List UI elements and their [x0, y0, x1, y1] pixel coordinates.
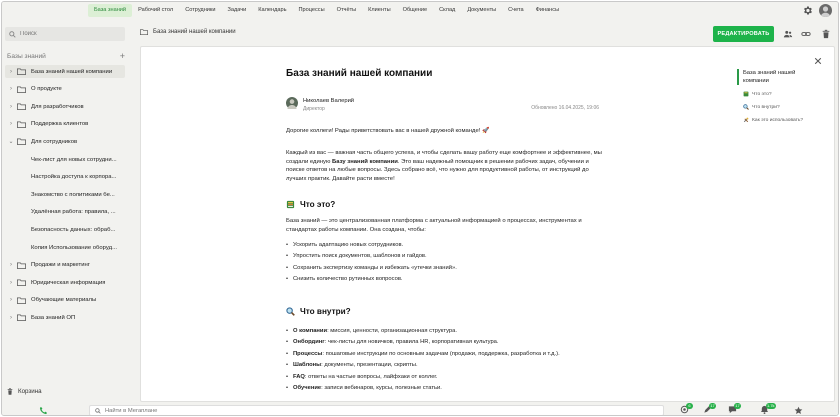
tree-item-label: Для сотрудников	[31, 138, 78, 145]
tree-item-label: Для разработчиков	[31, 103, 84, 110]
nav-invoices[interactable]: Счета	[508, 7, 524, 13]
tree-item-label: База знаний нашей компании	[31, 68, 113, 75]
list-item-text: : пошаговые инструкции по основным задачам (продажи, поддержка, разработка и т.д.).	[322, 351, 560, 357]
list-item	[286, 362, 604, 368]
global-search-input[interactable]	[105, 408, 405, 414]
nav-reports[interactable]: Отчёты	[336, 7, 357, 13]
intro-text-bold: Базу знаний компании	[332, 158, 398, 165]
list-item-text: : записи вебинаров, курсы, полезные статьи.	[321, 385, 442, 391]
breadcrumb[interactable]	[140, 29, 236, 35]
chevron-right-icon[interactable]: ›	[10, 121, 12, 128]
tree-item-label: Настройка доступа к корпора...	[31, 174, 117, 181]
list-item: • Сохранить экспертизу команды и избежать «утечки знаний».	[286, 265, 604, 271]
intro-text-before: Каждый из вас — важная часть общего успеха, и чтобы сделать вашу работу еще комфортнее и эффективнее, мы создали единую	[286, 150, 602, 165]
tree-child-item[interactable]	[5, 223, 125, 236]
tree-item-label: Поддержка клиентов	[31, 121, 89, 128]
tree-folder-item[interactable]	[5, 135, 125, 148]
delete-icon[interactable]	[821, 29, 831, 39]
nav-knowledge-base[interactable]: База знаний	[88, 4, 132, 17]
author-block	[286, 97, 604, 113]
tree-folder-item[interactable]	[5, 65, 125, 78]
top-nav-items	[88, 4, 565, 17]
chevron-right-icon[interactable]: ›	[10, 68, 12, 75]
users-access-icon[interactable]	[783, 29, 793, 39]
notifications-tray-4[interactable]	[760, 403, 775, 416]
list-item: • Ускорить адаптацию новых сотрудников.	[286, 242, 604, 248]
nav-desktop[interactable]: Рабочий стол	[138, 7, 174, 13]
greeting-paragraph: Дорогие коллеги! Рады приветствовать вас в нашей дружной команде! 🚀	[286, 128, 490, 134]
tree-item-label: Знакомство с политиками бе...	[31, 191, 115, 198]
list-item-text: : чек-листы для новичков, правила HR, корпоративная культура.	[324, 339, 499, 345]
content-header	[140, 23, 835, 44]
link-icon[interactable]	[801, 29, 811, 39]
chevron-right-icon[interactable]: ›	[10, 297, 12, 304]
section-what-is-it-text: База знаний — это централизованная платформа с актуальной информацией о процессах, инструментах и стандартах работы компании. Она создана, чтобы:	[286, 218, 582, 233]
tree-item-label: Обучающие материалы	[31, 297, 97, 304]
author-avatar[interactable]	[286, 97, 298, 109]
toc-item-label: Что внутри?	[752, 104, 780, 110]
tree-child-item[interactable]	[5, 153, 125, 166]
table-of-contents	[737, 69, 807, 123]
folder-icon	[140, 29, 148, 35]
folder-icon	[17, 279, 26, 286]
tree-item-label: Чек-лист для новых сотрудни...	[31, 156, 117, 163]
tree-child-item[interactable]	[5, 188, 125, 201]
notifications-tray-1[interactable]	[680, 405, 692, 416]
trash-icon	[7, 388, 13, 395]
book-icon	[743, 91, 749, 97]
nav-employees[interactable]: Сотрудники	[185, 7, 216, 13]
notification-badge: 17	[735, 403, 740, 408]
app-window	[1, 1, 839, 416]
breadcrumb-label: База знаний нашей компании	[153, 29, 236, 35]
section-whats-inside-heading	[286, 307, 351, 316]
search-icon	[95, 408, 101, 414]
folder-icon	[17, 138, 26, 145]
notifications-tray-3[interactable]	[728, 405, 740, 416]
nav-processes[interactable]: Процессы	[298, 7, 325, 13]
chevron-right-icon[interactable]: ›	[10, 86, 12, 93]
nav-warehouse[interactable]: Склад	[439, 7, 456, 13]
nav-calendar[interactable]: Календарь	[258, 7, 287, 13]
bottom-bar	[2, 404, 838, 416]
nav-documents[interactable]: Документы	[467, 7, 497, 13]
tree-item-label: Юридическая информация	[31, 279, 106, 286]
article-title: База знаний нашей компании	[286, 68, 433, 79]
tree-item-label: Удалённая работа: правила, ...	[31, 209, 116, 216]
global-search[interactable]	[89, 405, 664, 416]
section-what-is-it-heading	[286, 200, 335, 209]
author-role: Директор	[303, 106, 325, 112]
tree-item-label: Копия Использование оборуд...	[31, 244, 117, 251]
add-knowledge-base-button[interactable]: +	[119, 50, 125, 61]
section-what-is-it-title: Что это?	[300, 200, 336, 209]
close-icon[interactable]	[814, 57, 822, 65]
folder-icon	[17, 297, 26, 304]
toc-item-whats-inside[interactable]	[737, 104, 780, 110]
notifications-tray-2[interactable]	[703, 405, 715, 416]
folder-icon	[17, 86, 26, 93]
tree-child-item[interactable]	[5, 241, 125, 254]
folder-icon	[17, 121, 26, 128]
list-item-text: : миссия, ценности, организационная структура.	[327, 328, 457, 334]
intro-paragraph	[286, 149, 604, 183]
nav-communication[interactable]: Общение	[402, 7, 428, 13]
sidebar	[2, 22, 128, 402]
folder-icon	[17, 262, 26, 269]
notification-badge: 17	[710, 403, 715, 408]
sidebar-search-input[interactable]	[20, 31, 120, 37]
trash-link[interactable]	[7, 388, 42, 395]
list-item: • Снизить количество рутинных вопросов.	[286, 276, 604, 282]
intro-text-after: . Это ваш надежный помощник в решении рабочих задач, обучении и поиске ответов на любые вопросы. Здесь собрано всё, что нужно для продуктивной работы, от инструкций до лучших практик. Давайте расти вместе!	[286, 158, 589, 182]
chevron-right-icon[interactable]: ›	[10, 103, 12, 110]
trash-label: Корзина	[18, 388, 42, 395]
folder-icon	[17, 103, 26, 110]
tools-icon	[743, 117, 749, 123]
folder-icon	[17, 68, 26, 75]
tree-child-item[interactable]	[5, 171, 125, 184]
nav-finance[interactable]: Финансы	[535, 7, 560, 13]
list-item	[286, 385, 604, 391]
tree-folder-item[interactable]	[5, 83, 125, 96]
top-navigation	[2, 2, 838, 20]
list-item-bold: Обучение	[293, 385, 322, 391]
toc-item-label: Как это использовать?	[752, 117, 804, 123]
toc-item-label: Что это?	[752, 91, 772, 97]
tree-item-label: Безопасность данных: обраб...	[31, 226, 116, 233]
list-item-bold: Процессы	[293, 351, 323, 357]
sidebar-search[interactable]	[5, 27, 125, 41]
article-card	[140, 46, 835, 402]
phone-icon[interactable]	[39, 406, 48, 415]
magnifier-icon	[743, 104, 749, 110]
toc-item-how-to-use[interactable]	[737, 117, 803, 123]
tree-folder-item[interactable]	[5, 311, 125, 324]
knowledge-bases-heading: Базы знаний	[7, 52, 46, 60]
list-item	[286, 328, 604, 334]
list-item-bold: FAQ	[293, 374, 305, 380]
section-whats-inside-title: Что внутри?	[300, 307, 351, 316]
tree-folder-item[interactable]	[5, 276, 125, 289]
tree-folder-item[interactable]	[5, 294, 125, 307]
toc-item-main[interactable]: База знаний нашей компании	[737, 69, 807, 85]
list-item-text: : документы, презентации, скрипты.	[321, 362, 418, 368]
nav-clients[interactable]: Клиенты	[368, 7, 391, 13]
nav-tasks[interactable]: Задачи	[227, 7, 247, 13]
tree-folder-item[interactable]	[5, 259, 125, 272]
tree-item-label: База знаний ОП	[31, 314, 76, 321]
list-item: • Упростить поиск документов, шаблонов и гайдов.	[286, 253, 604, 259]
tree-item-label: О продукте	[31, 86, 62, 93]
updated-timestamp: Обновлено 16.04.2025, 19:06	[531, 105, 599, 111]
edit-button[interactable]: РЕДАКТИРОВАТЬ	[713, 26, 774, 42]
chevron-right-icon[interactable]: ›	[10, 314, 12, 321]
star-icon[interactable]	[794, 406, 803, 415]
tree-folder-item[interactable]	[5, 118, 125, 131]
list-item-bold: О компании	[293, 328, 328, 334]
folder-icon	[17, 314, 26, 321]
toc-item-what-is-it[interactable]	[737, 91, 772, 97]
list-item	[286, 351, 604, 357]
tree-folder-item[interactable]	[5, 100, 125, 113]
list-item	[286, 339, 604, 345]
list-item-bold: Онбординг	[293, 339, 325, 345]
chevron-right-icon[interactable]: ›	[10, 262, 12, 269]
chevron-down-icon[interactable]: ⌄	[8, 139, 14, 146]
list-item-bold: Шаблоны	[293, 362, 322, 368]
author-name[interactable]: Николаев Валерий	[303, 98, 355, 104]
list-item-text: : ответы на частые вопросы, лайфхаки от коллег.	[304, 374, 438, 380]
book-icon	[286, 200, 295, 209]
magnifier-icon	[286, 307, 295, 316]
list-item	[286, 374, 604, 380]
notification-badge: 6	[686, 403, 693, 409]
knowledge-bases-header	[7, 51, 125, 61]
notification-badge: 1.7k	[767, 403, 775, 408]
chevron-right-icon[interactable]: ›	[10, 279, 12, 286]
tree-child-item[interactable]	[5, 206, 125, 219]
gear-icon[interactable]	[802, 5, 813, 16]
user-avatar[interactable]	[819, 4, 832, 17]
tree-item-label: Продажи и маркетинг	[31, 262, 90, 269]
search-icon	[9, 31, 16, 38]
